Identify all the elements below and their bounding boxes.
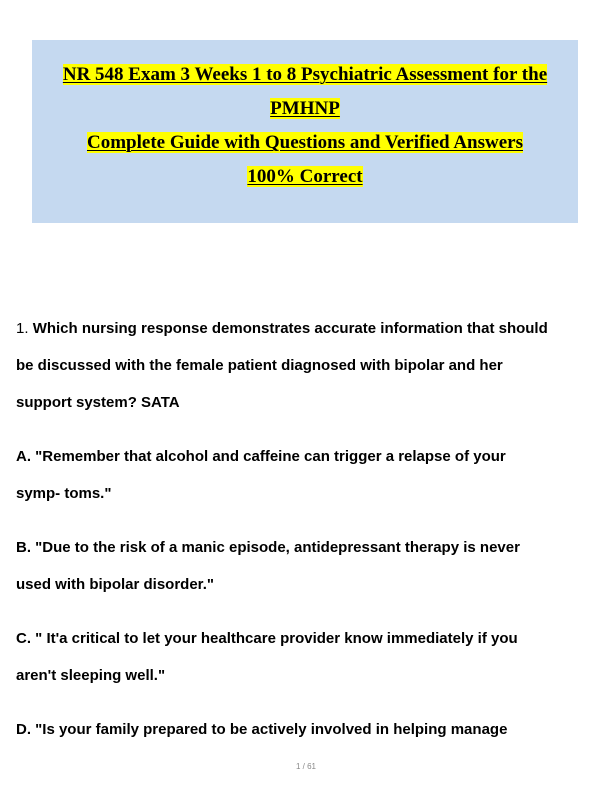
option-c-line-2: aren't sleeping well.": [16, 667, 166, 684]
question-1: [16, 310, 591, 748]
title-line-2: PMHNP: [270, 98, 340, 119]
title-line-3: Complete Guide with Questions and Verified Answers: [87, 132, 523, 153]
title-line-4: 100% Correct: [247, 166, 363, 187]
title-line-1: NR 548 Exam 3 Weeks 1 to 8 Psychiatric Assessment for the: [62, 64, 548, 85]
question-number: 1.: [16, 320, 29, 337]
option-a-line-2: symp- toms.": [16, 485, 112, 502]
option-b-line-1: B. "Due to the risk of a manic episode, antidepressant therapy is never: [16, 539, 520, 556]
option-d: [16, 711, 591, 748]
option-c-line-1: C. " It'a critical to let your healthcare provider know immediately if you: [16, 630, 518, 647]
option-c: [16, 620, 591, 694]
option-d-line-1: D. "Is your family prepared to be actively involved in helping manage: [16, 721, 508, 738]
page-indicator: 1 / 61: [295, 762, 316, 771]
question-text-line-2: be discussed with the female patient diagnosed with bipolar and her: [16, 357, 503, 374]
option-a: [16, 438, 591, 512]
title-banner: [32, 40, 578, 223]
option-a-line-1: A. "Remember that alcohol and caffeine can trigger a relapse of your: [16, 448, 506, 465]
option-b-line-2: used with bipolar disorder.": [16, 576, 214, 593]
question-text-line-1: 1. Which nursing response demonstrates accurate information that should: [16, 320, 548, 337]
option-b: [16, 529, 591, 603]
question-text-line-3: support system? SATA: [16, 394, 180, 411]
